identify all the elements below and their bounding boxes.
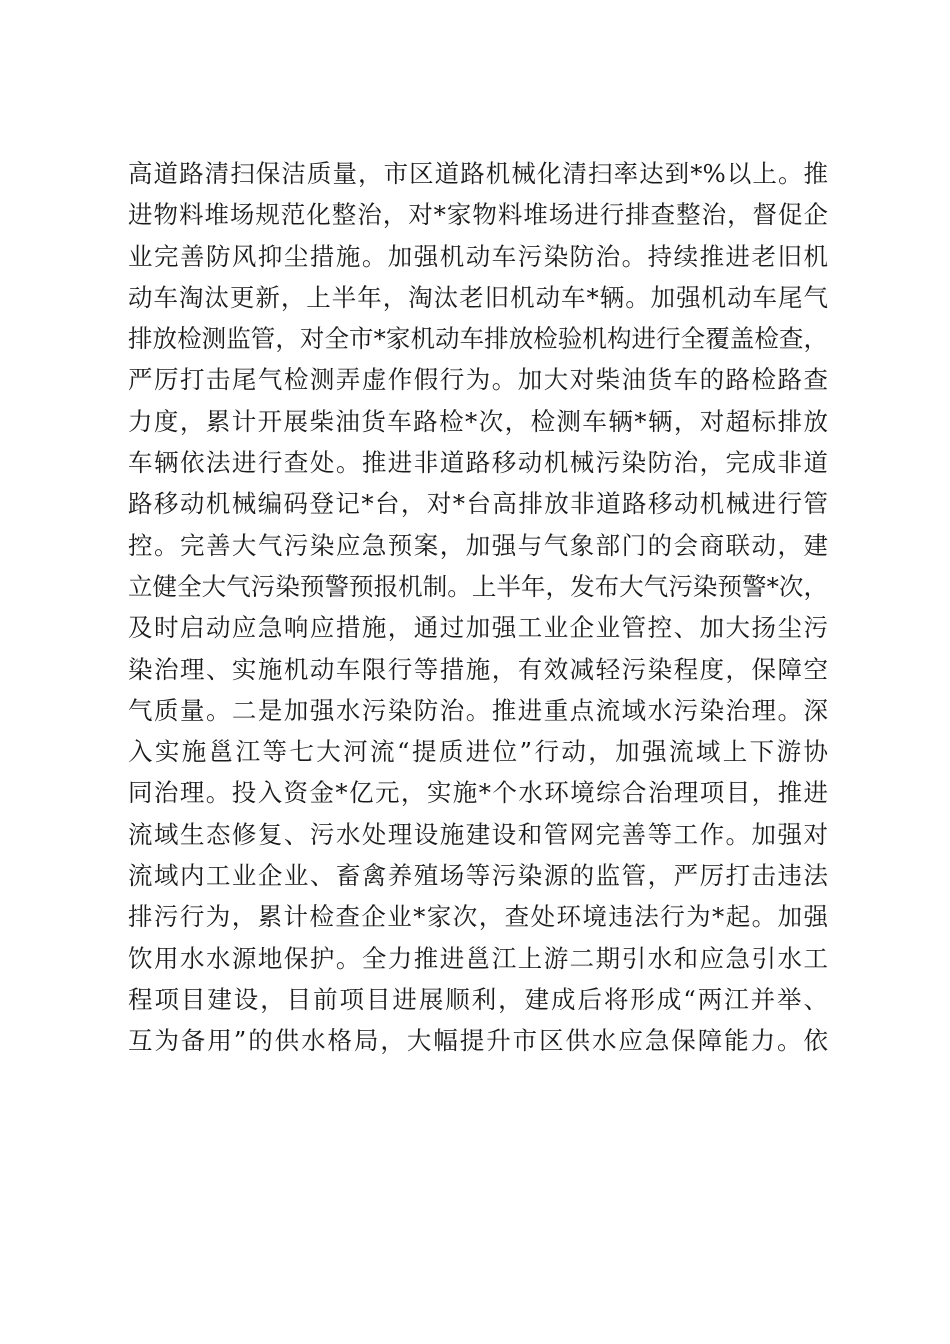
body-text — [128, 153, 828, 1062]
text-line: 路移动机械编码登记*台，对*台高排放非道路移动机械进行管 — [128, 489, 828, 519]
text-line: 气质量。二是加强水污染防治。推进重点流域水污染治理。深 — [128, 695, 828, 725]
text-line: 流域内工业企业、畜禽养殖场等污染源的监管，严厉打击违法 — [128, 861, 828, 891]
text-line: 排放检测监管，对全市*家机动车排放检验机构进行全覆盖检查， — [128, 324, 828, 354]
text-line: 入实施邕江等七大河流“提质进位”行动，加强流域上下游协 — [128, 737, 828, 767]
text-line: 车辆依法进行查处。推进非道路移动机械污染防治，完成非道 — [128, 448, 828, 478]
text-line: 同治理。投入资金*亿元，实施*个水环境综合治理项目，推进 — [128, 778, 828, 808]
text-line: 动车淘汰更新，上半年，淘汰老旧机动车*辆。加强机动车尾气 — [128, 282, 828, 312]
text-line: 高道路清扫保洁质量，市区道路机械化清扫率达到*%以上。推 — [128, 159, 828, 188]
text-line: 及时启动应急响应措施，通过加强工业企业管控、加大扬尘污 — [128, 613, 828, 643]
text-line: 互为备用”的供水格局，大幅提升市区供水应急保障能力。依 — [128, 1026, 828, 1056]
text-line: 染治理、实施机动车限行等措施，有效减轻污染程度，保障空 — [128, 654, 828, 684]
text-line: 程项目建设，目前项目进展顺利，建成后将形成“两江并举、 — [128, 984, 828, 1014]
text-line: 立健全大气污染预警预报机制。上半年，发布大气污染预警*次， — [128, 571, 828, 601]
text-line: 饮用水水源地保护。全力推进邕江上游二期引水和应急引水工 — [128, 943, 828, 973]
text-line: 业完善防风抑尘措施。加强机动车污染防治。持续推进老旧机 — [128, 241, 828, 271]
text-line: 力度，累计开展柴油货车路检*次，检测车辆*辆，对超标排放 — [128, 406, 828, 436]
text-line: 控。完善大气污染应急预案，加强与气象部门的会商联动，建 — [128, 530, 828, 560]
text-line: 排污行为，累计检查企业*家次，查处环境违法行为*起。加强 — [128, 902, 828, 932]
text-line: 流域生态修复、污水处理设施建设和管网完善等工作。加强对 — [128, 819, 828, 849]
text-line: 进物料堆场规范化整治，对*家物料堆场进行排查整治，督促企 — [128, 200, 828, 230]
text-line: 严厉打击尾气检测弄虚作假行为。加大对柴油货车的路检路查 — [128, 365, 828, 395]
